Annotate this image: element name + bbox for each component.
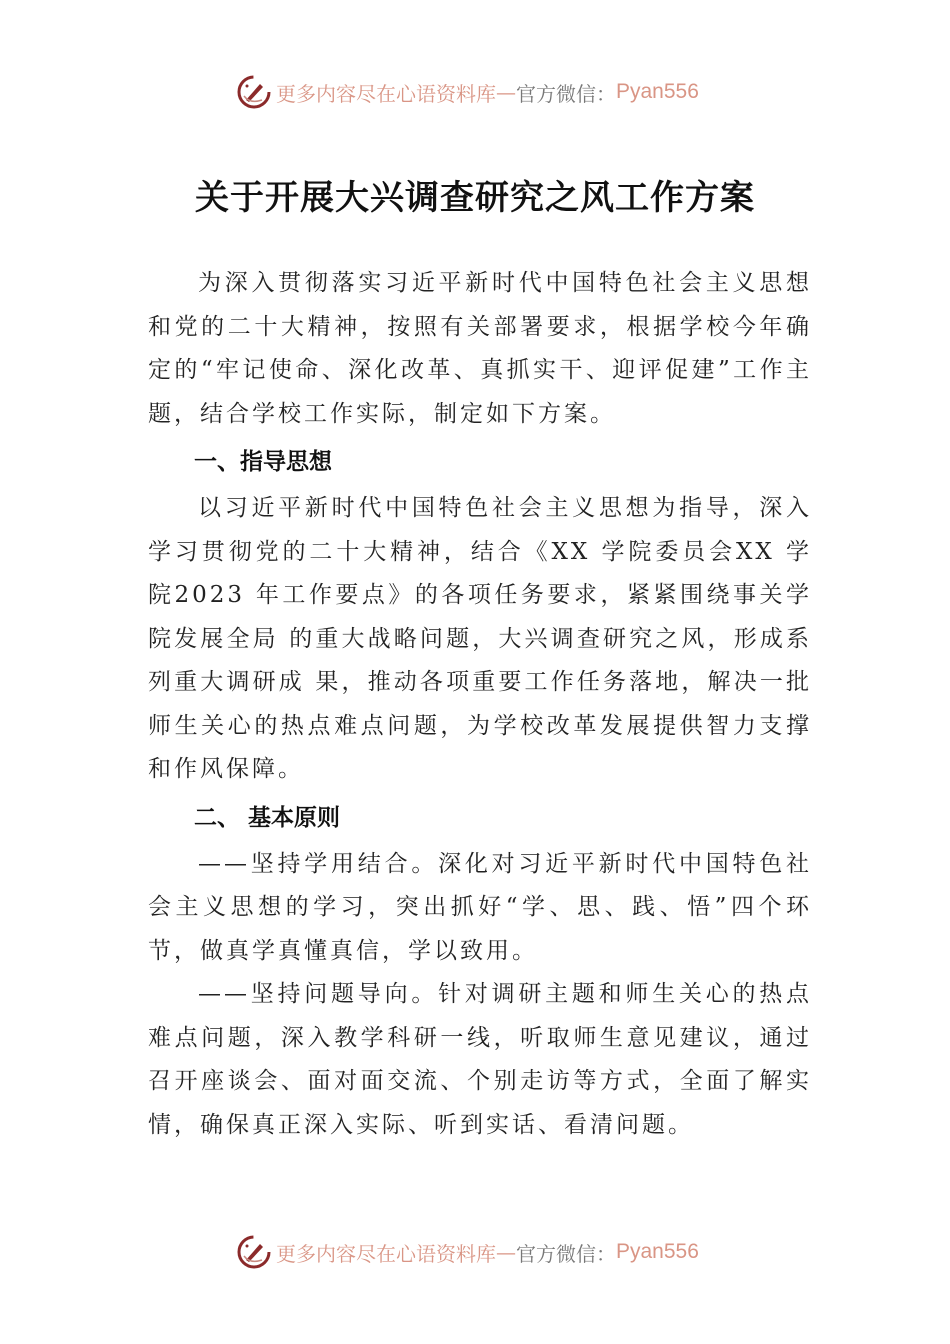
watermark-dash: — bbox=[496, 1240, 516, 1264]
section-paragraph: ——坚持问题导向。针对调研主题和师生关心的热点难点问题，深入教学科研一线，听取师生意见建议，通过召开座谈会、面对面交流、个别走访等方式，全面了解实情，确保真正深入实际、听到实话、看清问题。 bbox=[148, 981, 812, 1138]
watermark-label: 官方微信： bbox=[516, 1241, 616, 1266]
section-paragraph: 以习近平新时代中国特色社会主义思想为指导，深入学习贯彻党的二十大精神，结合《XX 学院委员会XX 学院2023 年工作要点》的各项任务要求，紧紧围绕事关学院发展全局 的重大战略问题，大兴调查研究之风，形成系列重大调研成 果，推动各项重要工作任务落地，解决一批师生关心的热点难点问题，为学校改革发展提供智力支撑和作风保障。 bbox=[148, 495, 812, 782]
section-heading-guiding-ideology: 一、指导思想 bbox=[194, 449, 332, 475]
watermark-label: 官方微信： bbox=[516, 81, 616, 106]
quill-pen-logo-icon bbox=[236, 74, 272, 110]
section-heading-basic-principles: 二、 基本原则 bbox=[194, 804, 341, 831]
watermark-text: 更多内容尽在心语资料库 bbox=[276, 1241, 496, 1266]
watermark-banner-top bbox=[236, 72, 699, 112]
document-body bbox=[148, 262, 812, 1147]
watermark-text: 更多内容尽在心语资料库 bbox=[276, 81, 496, 106]
watermark-banner-bottom bbox=[236, 1232, 699, 1272]
watermark-dash: — bbox=[496, 80, 516, 104]
quill-pen-logo-icon bbox=[236, 1234, 272, 1270]
watermark-wechat-id: Pyan556 bbox=[616, 1240, 699, 1263]
intro-paragraph: 为深入贯彻落实习近平新时代中国特色社会主义思想和党的二十大精神，按照有关部署要求，根据学校今年确定的“牢记使命、深化改革、真抓实干、迎评促建”工作主题，结合学校工作实际，制定如下方案。 bbox=[148, 270, 812, 427]
watermark-wechat-id: Pyan556 bbox=[616, 80, 699, 103]
document-title: 关于开展大兴调查研究之风工作方案 bbox=[195, 178, 755, 218]
section-paragraph: ——坚持学用结合。深化对习近平新时代中国特色社会主义思想的学习，突出抓好“学、思、践、悟”四个环节，做真学真懂真信，学以致用。 bbox=[148, 850, 812, 964]
